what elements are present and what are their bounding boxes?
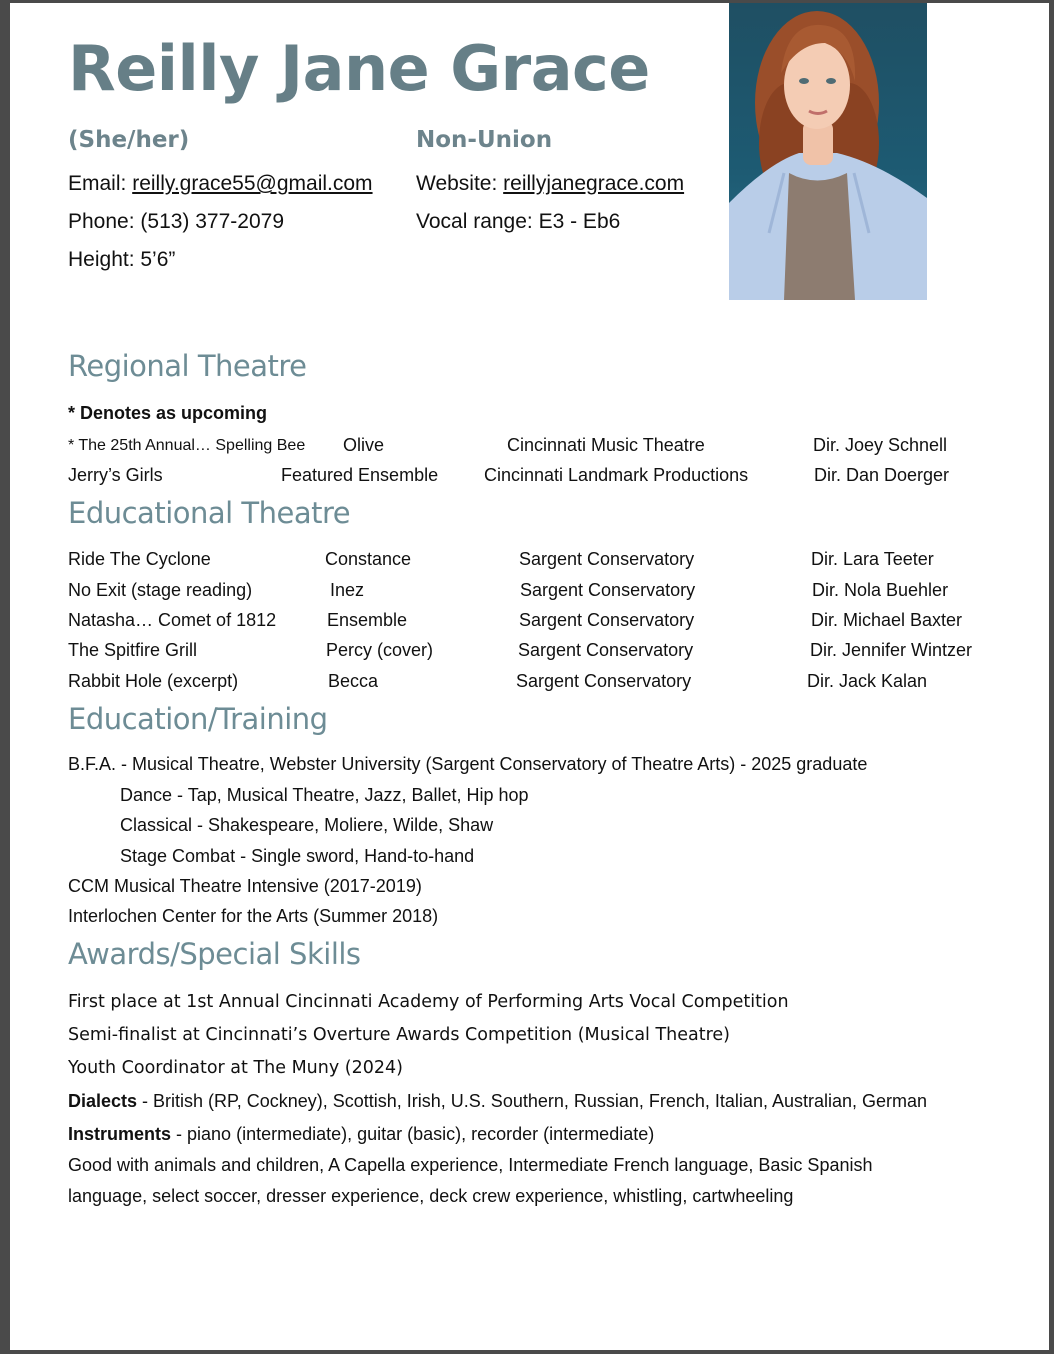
credit-show: Rabbit Hole (excerpt) — [68, 671, 239, 691]
credit-show: Jerry’s Girls — [68, 465, 163, 485]
credit-director: Dir. Michael Baxter — [811, 610, 963, 630]
credit-show: The Spitfire Grill — [68, 640, 198, 660]
dialects-list: - British (RP, Cockney), Scottish, Irish, U.S. Southern, Russian, French, Italian, Australian, German — [137, 1091, 928, 1111]
credit-show: No Exit (stage reading) — [68, 580, 253, 600]
dialects-label: Dialects — [68, 1091, 138, 1111]
credit-director: Dir. Jennifer Wintzer — [810, 640, 973, 660]
training-program: Interlochen Center for the Arts (Summer 2018) — [68, 906, 439, 926]
headshot-illustration — [729, 3, 927, 300]
training-program: CCM Musical Theatre Intensive (2017-2019) — [68, 876, 422, 896]
email-link[interactable]: reilly.grace55@gmail.com — [132, 172, 373, 195]
section-title-educational: Educational Theatre — [68, 496, 351, 530]
credit-show: Natasha… Comet of 1812 — [68, 610, 277, 630]
credit-role: Olive — [343, 435, 385, 455]
upcoming-note: * Denotes as upcoming — [68, 403, 268, 423]
credit-role: Becca — [328, 671, 379, 691]
other-skills-line-2: language, select soccer, dresser experience, deck crew experience, whistling, cartwheeling — [68, 1186, 794, 1206]
section-title-education: Education/Training — [68, 702, 328, 736]
credit-director: Dir. Joey Schnell — [813, 435, 948, 455]
credit-director: Dir. Nola Buehler — [812, 580, 949, 600]
credit-role: Ensemble — [327, 610, 408, 630]
credit-director: Dir. Lara Teeter — [811, 549, 934, 569]
dialects-line — [68, 1090, 927, 1112]
website-line — [416, 171, 684, 197]
section-title-regional: Regional Theatre — [68, 349, 307, 383]
section-title-awards: Awards/Special Skills — [68, 937, 361, 971]
website-label: Website: — [416, 172, 498, 195]
training-item: Dance - Tap, Musical Theatre, Jazz, Ballet, Hip hop — [120, 785, 529, 805]
credit-company: Cincinnati Music Theatre — [507, 435, 705, 455]
credit-director: Dir. Jack Kalan — [807, 671, 928, 691]
resume-page — [10, 3, 1049, 1350]
degree: B.F.A. - Musical Theatre, Webster University (Sargent Conservatory of Theatre Arts) - 2025 graduate — [68, 754, 868, 774]
credit-company: Sargent Conservatory — [518, 640, 694, 660]
credit-role: Percy (cover) — [326, 640, 434, 660]
training-item: Classical - Shakespeare, Moliere, Wilde, Shaw — [120, 815, 494, 835]
credit-company: Sargent Conservatory — [520, 580, 696, 600]
height: Height: 5’6” — [68, 248, 176, 271]
email-label: Email: — [68, 172, 127, 195]
phone: Phone: (513) 377-2079 — [68, 210, 284, 233]
credit-company: Sargent Conservatory — [519, 549, 695, 569]
email-line — [68, 171, 373, 197]
credit-show: Ride The Cyclone — [68, 549, 211, 569]
website-link[interactable]: reillyjanegrace.com — [503, 172, 685, 195]
vocal-range: Vocal range: E3 - Eb6 — [416, 210, 621, 233]
credit-company: Sargent Conservatory — [519, 610, 695, 630]
training-item: Stage Combat - Single sword, Hand-to-hand — [120, 846, 475, 866]
pronouns: (She/her) — [68, 127, 190, 153]
credit-role: Inez — [330, 580, 365, 600]
credit-role: Constance — [325, 549, 412, 569]
credit-show: * The 25th Annual… Spelling Bee — [68, 437, 306, 454]
credit-director: Dir. Dan Doerger — [814, 465, 950, 485]
instruments-label: Instruments — [68, 1124, 172, 1144]
credit-company: Sargent Conservatory — [516, 671, 692, 691]
other-skills-line-1: Good with animals and children, A Capella experience, Intermediate French language, Basic Spanish — [68, 1155, 873, 1175]
credit-company: Cincinnati Landmark Productions — [484, 465, 749, 485]
instruments-line — [68, 1123, 654, 1145]
credit-role: Featured Ensemble — [281, 465, 439, 485]
award-item: First place at 1st Annual Cincinnati Academy of Performing Arts Vocal Competition — [68, 992, 789, 1012]
instruments-list: - piano (intermediate), guitar (basic), recorder (intermediate) — [171, 1124, 655, 1144]
actor-name: Reilly Jane Grace — [68, 32, 650, 105]
award-item: Semi-finalist at Cincinnati’s Overture Awards Competition (Musical Theatre) — [68, 1025, 731, 1045]
award-item: Youth Coordinator at The Muny (2024) — [68, 1058, 403, 1078]
headshot-photo — [729, 3, 927, 300]
union-status: Non-Union — [416, 127, 553, 153]
